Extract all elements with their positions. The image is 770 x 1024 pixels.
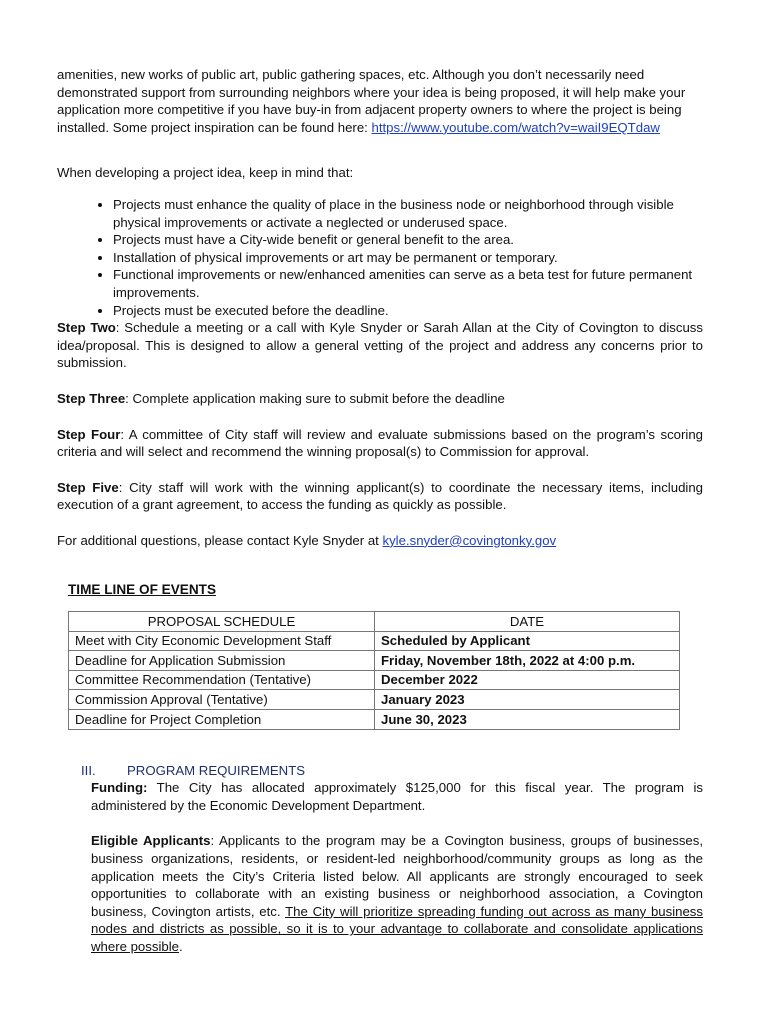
keep-in-mind-text: When developing a project idea, keep in mind that: xyxy=(57,165,354,181)
eligible-text: : Applicants to the program may be a Covington business, groups of businesses, business organizations, residents, or resident-led neighborhood/community groups as long as the application meets the City’s Criteria listed below. All applicants are strongly encouraged to seek opportunities to collaborate with an existing business or neighborhood association, a Covington business, Covington artists, etc. xyxy=(91,833,703,919)
requirements-list xyxy=(57,196,703,319)
event-cell: Commission Approval (Tentative) xyxy=(69,690,375,710)
date-cell: June 30, 2023 xyxy=(375,710,680,730)
step-three-label: Step Three xyxy=(57,390,126,406)
column-header: DATE xyxy=(375,612,680,632)
youtube-link[interactable]: https://www.youtube.com/watch?v=waiI9EQTdaw xyxy=(371,119,660,135)
table-row xyxy=(69,690,680,710)
step-five-text: : City staff will work with the winning applicant(s) to coordinate the necessary items, including execution of a grant agreement, to access the funding as quickly as possible. xyxy=(57,479,703,513)
table-row xyxy=(69,710,680,730)
timeline-title: TIME LINE OF EVENTS xyxy=(68,582,217,598)
eligible-underlined-text: The City will prioritize spreading funding out across as many business nodes and districts as possible, so it is to your advantage to collaborate and consolidate applications where possible xyxy=(91,903,703,954)
step-five-label: Step Five xyxy=(57,479,119,495)
list-item: • Projects must be executed before the deadline. xyxy=(113,302,703,320)
section-title: PROGRAM REQUIREMENTS xyxy=(127,762,306,778)
eligible-paragraph xyxy=(91,832,703,955)
funding-paragraph xyxy=(91,779,703,814)
eligible-label: Eligible Applicants xyxy=(91,833,211,849)
table-row xyxy=(69,651,680,671)
step-four-text: : A committee of City staff will review and evaluate submissions based on the program’s scoring criteria and will select and recommend the winning proposal(s) to Commission for approval. xyxy=(57,426,703,460)
table-row xyxy=(69,670,680,690)
date-cell: December 2022 xyxy=(375,670,680,690)
list-item: • Projects must enhance the quality of place in the business node or neighborhood through visible physical improvements or activate a neglected or underused space. xyxy=(113,196,703,231)
funding-label: Funding: xyxy=(91,780,148,796)
step-five xyxy=(57,479,703,514)
eligible-end: . xyxy=(178,938,183,954)
table-row xyxy=(69,631,680,651)
section-number: III. xyxy=(81,762,96,778)
date-cell: Friday, November 18th, 2022 at 4:00 p.m. xyxy=(375,651,680,671)
column-header: PROPOSAL SCHEDULE xyxy=(69,612,375,632)
funding-text: The City has allocated approximately $125,000 for this fiscal year. The program is administered by the Economic Development Department. xyxy=(91,780,703,813)
timeline-table xyxy=(68,611,680,730)
event-cell: Deadline for Project Completion xyxy=(69,710,375,730)
event-cell: Committee Recommendation (Tentative) xyxy=(69,670,375,690)
contact-paragraph xyxy=(57,532,703,550)
section-heading xyxy=(81,762,703,780)
date-cell: Scheduled by Applicant xyxy=(375,631,680,651)
list-item: • Projects must have a City-wide benefit or general benefit to the area. xyxy=(113,231,703,249)
step-two-text: : Schedule a meeting or a call with Kyle Snyder or Sarah Allan at the City of Covington to discuss idea/proposal. This is designed to allow a general vetting of the project and address any concerns prior to submission. xyxy=(57,320,703,371)
date-cell: January 2023 xyxy=(375,690,680,710)
list-item: • Installation of physical improvements or art may be permanent or temporary. xyxy=(113,249,703,267)
intro-paragraph xyxy=(57,66,703,136)
contact-text: For additional questions, please contact Kyle Snyder at xyxy=(57,532,383,548)
step-three-text: : Complete application making sure to submit before the deadline xyxy=(125,390,505,406)
table-header-row xyxy=(69,612,680,632)
contact-email-link[interactable]: kyle.snyder@covingtonky.gov xyxy=(382,532,557,548)
list-item: • Functional improvements or new/enhanced amenities can serve as a beta test for future permanent improvements. xyxy=(113,266,703,301)
document-page xyxy=(57,66,703,956)
step-two-label: Step Two xyxy=(57,320,116,336)
event-cell: Deadline for Application Submission xyxy=(69,651,375,671)
intro-text: amenities, new works of public art, public gathering spaces, etc. Although you don’t necessarily need demonstrated support from surrounding neighbors where your idea is being proposed, it will help make your application more competitive if you have buy-in from adjacent property owners to where the project is being installed. Some project inspiration can be found here: xyxy=(57,67,686,135)
step-three xyxy=(57,390,703,408)
step-two xyxy=(57,319,703,372)
event-cell: Meet with City Economic Development Staff xyxy=(69,631,375,651)
step-four-label: Step Four xyxy=(57,426,121,442)
step-four xyxy=(57,426,703,461)
